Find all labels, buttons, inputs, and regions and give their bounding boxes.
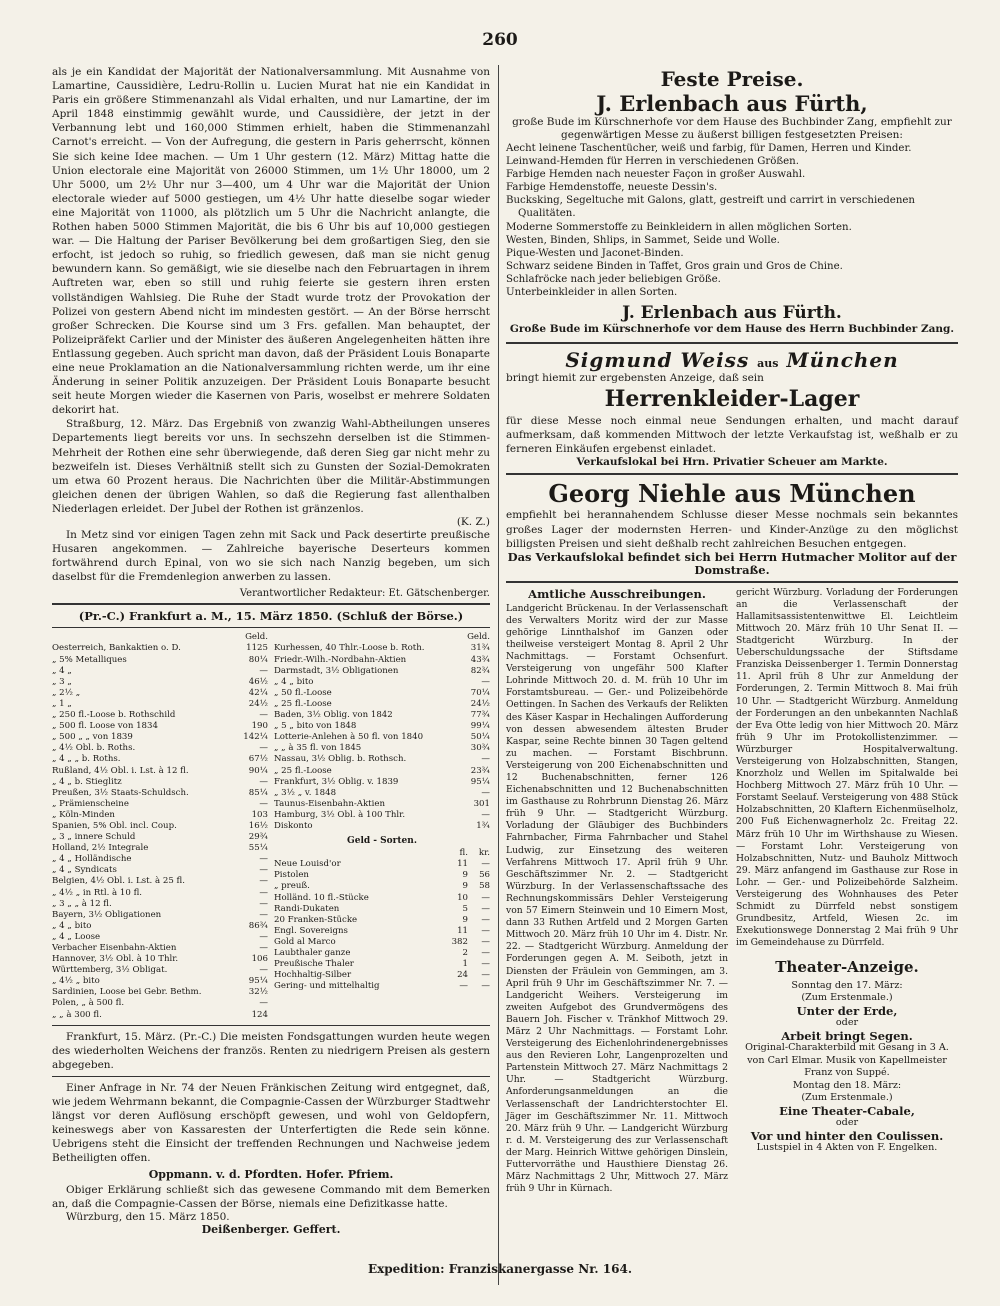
stock-row: [274, 721, 490, 732]
divider: [506, 473, 958, 475]
stock-value: —: [481, 809, 490, 820]
source-sign: (K. Z.): [456, 516, 490, 528]
divider: [52, 603, 490, 605]
theater-line: Arbeit bringt Segen.: [781, 1028, 913, 1043]
letter-signers: Oppmann. v. d. Pfordten. Hofer. Pfriem.: [148, 1167, 394, 1181]
stock-col-left: [52, 632, 268, 1020]
stock-row: [52, 677, 268, 688]
stock-value: 82¾: [470, 665, 490, 676]
gold-row: [274, 893, 490, 904]
stock-row: [52, 732, 268, 743]
theater-list: [736, 980, 958, 1155]
stock-value: —: [259, 776, 268, 787]
theater-line: Lustspiel in 4 Akten von F. Engelken.: [756, 1142, 938, 1153]
ad-list-item: Farbige Hemden nach neuester Façon in großer Auswahl.: [506, 169, 806, 181]
gold-kr: —: [481, 859, 490, 870]
divider: [506, 581, 958, 583]
stock-value: 124: [251, 1009, 268, 1020]
stock-value: —: [259, 887, 268, 898]
stock-row: [274, 655, 490, 666]
gold-fl: 1: [462, 959, 468, 970]
gold-kr: —: [481, 914, 490, 925]
stock-row: [52, 943, 268, 954]
stock-row: [274, 710, 490, 721]
divider: [52, 627, 490, 628]
stock-name: Baden, 3½ Oblig. von 1842: [274, 710, 393, 721]
stock-name: „ Prämienscheine: [52, 798, 129, 809]
stock-value: 77¾: [470, 710, 490, 721]
ad-erlenbach-list: [506, 142, 958, 299]
stock-value: 55¼: [248, 843, 268, 854]
stock-title: (Pr.-C.) Frankfurt a. M., 15. März 1850. (Schluß der Börse.): [78, 609, 464, 624]
stock-value: 1125: [246, 643, 268, 654]
ad-list-item: Leinwand-Hemden für Herren in verschiedenen Größen.: [506, 156, 799, 168]
gold-row: [274, 926, 490, 937]
stock-row: [52, 766, 268, 777]
stock-row: [274, 766, 490, 777]
gold-row: [274, 981, 490, 992]
stock-row: [52, 1010, 268, 1021]
gold-row: [274, 948, 490, 959]
stock-name: „ „ à 35 fl. von 1845: [274, 743, 362, 754]
gold-name: Randi-Dukaten: [274, 903, 340, 914]
gold-name: Engl. Sovereigns: [274, 925, 348, 936]
gold-name: Pistolen: [274, 870, 309, 881]
stock-name: Polen, „ à 500 fl.: [52, 998, 125, 1009]
ad-erlenbach-sign-sub: Große Bude im Kürschnerhofe vor dem Hause des Herrn Buchbinder Zang.: [509, 323, 955, 336]
stock-row: [52, 876, 268, 887]
stock-name: „ 3 „ „ à 12 fl.: [52, 898, 112, 909]
gold-name: Neue Louisd'or: [274, 859, 341, 870]
gold-kr: —: [481, 903, 490, 914]
stock-value: 95¼: [470, 776, 490, 787]
ad-list-item: Pique-Westen und Jaconet-Binden.: [506, 247, 684, 259]
stock-value: 99¼: [470, 721, 490, 732]
left-column: [52, 65, 490, 1236]
stock-name: „ 4 „ bito: [274, 676, 314, 687]
gold-fl: 2: [462, 948, 468, 958]
stock-value: —: [259, 931, 268, 942]
stock-name: Taunus-Eisenbahn-Aktien: [274, 798, 385, 809]
gold-fl: —: [459, 981, 468, 992]
stock-name: Holland, 2½ Integrale: [52, 843, 149, 854]
stock-name: „ 500 fl. Loose von 1834: [52, 721, 158, 732]
ad-list-item: Schlafröcke nach jeder beliebigen Größe.: [506, 273, 721, 285]
gold-title: Geld - Sorten.: [347, 836, 417, 847]
stock-row: [52, 655, 268, 666]
stock-name: „ 4 „ Holländische: [52, 854, 132, 865]
stock-row: [274, 754, 490, 765]
stock-value: 50¼: [470, 732, 490, 743]
gold-fl: 9: [462, 870, 468, 881]
stock-value: 46½: [248, 676, 268, 687]
stock-name: Diskonto: [274, 820, 313, 831]
stock-row: [52, 954, 268, 965]
stock-name: Kurhessen, 40 Thlr.-Loose b. Roth.: [274, 643, 425, 654]
gold-fl: 10: [457, 892, 468, 903]
theater-title: Theater-Anzeige.: [775, 957, 919, 976]
gold-row: [274, 915, 490, 926]
gold-fl: 382: [451, 936, 468, 947]
closing-text: Obiger Erklärung schließt sich das gewesene Commando mit dem Bemerken an, daß die Compagnie-Cassen der Börse, niemals eine Defizitkasse hatte.: [52, 1183, 490, 1210]
stock-value: 32½: [248, 987, 268, 998]
stock-value: 301: [473, 798, 490, 809]
gold-name: Holländ. 10 fl.-Stücke: [274, 892, 369, 903]
gold-name: Gering- und mittelhaltig: [274, 981, 380, 992]
stock-row: [52, 865, 268, 876]
gold-name: Hochhaltig-Silber: [274, 970, 352, 981]
gold-kr: —: [481, 936, 490, 947]
stock-value: 90¼: [248, 765, 268, 776]
frankfurt-note: Frankfurt, 15. März. (Pr.-C.) Die meisten Fondsgattungen wurden heute wegen des wiederholten Weichens der französ. Renten zu niedrigern Preisen als gestern abgegeben.: [52, 1030, 490, 1071]
stock-name: „ 4 „ b. Stieglitz: [52, 776, 122, 787]
stock-value: 95¼: [248, 976, 268, 987]
stock-name: Frankfurt, 3½ Oblig. v. 1839: [274, 776, 399, 787]
stock-row: [52, 921, 268, 932]
stock-value: —: [259, 798, 268, 809]
stock-value: —: [259, 965, 268, 976]
stock-row: [274, 743, 490, 754]
column-divider: [498, 65, 499, 1285]
theater-line: Sonntag den 17. März:: [791, 979, 903, 991]
stock-value: —: [259, 909, 268, 920]
stock-value: 106: [251, 954, 268, 965]
stock-value: —: [259, 876, 268, 887]
stock-value: 142¼: [243, 732, 268, 743]
stock-row: [52, 666, 268, 677]
stock-row: [52, 987, 268, 998]
stock-row: [52, 710, 268, 721]
stock-row: [274, 699, 490, 710]
stock-value: 24½: [470, 698, 490, 709]
stock-header: Geld.: [467, 632, 490, 643]
stock-value: 29¾: [248, 832, 268, 843]
stock-name: Darmstadt, 3½ Obligationen: [274, 665, 399, 676]
article-strassburg: Straßburg, 12. März. Das Ergebniß von zwanzig Wahl-Abtheilungen unseres Departements liegt bereits vor uns. In sechszehn derselben ist die Stimmen-Mehrheit der Rothen eine sehr überwiegende, daß deren Sieg gar nicht mehr zu bezweifeln ist. Dieses Verhältniß stellt sich zu Gunsten der Sozial-Demokraten um etwa 60 Prozent heraus. Die Nachrichten über die Militär-Abstimmungen gleichen denen der übrigen Wahlen, so daß die Regierung fast allenthalben Niederlagen erleidet. Der Jubel der Rothen ist gränzenlos.: [52, 418, 490, 515]
stock-row: [274, 643, 490, 654]
ad-niehle-lokal: Das Verkaufslokal befindet sich bei Herrn Hutmacher Molitor auf der Domstraße.: [507, 549, 957, 577]
stock-name: „ Köln-Minden: [52, 809, 115, 820]
stock-name: Sardinien, Loose bei Gebr. Bethm.: [52, 987, 202, 998]
stock-name: „ 5% Metalliques: [52, 654, 127, 665]
stock-name: „ 3½ „ v. 1848: [274, 787, 337, 798]
stock-value: —: [259, 865, 268, 876]
stock-row: [274, 732, 490, 743]
stock-name: „ 4½ Obl. b. Roths.: [52, 743, 136, 754]
divider: [52, 1025, 490, 1026]
stock-name: „ 4 „ Syndicats: [52, 865, 117, 876]
stock-name: „ 4 „ „ b. Roths.: [52, 754, 121, 765]
ad-erlenbach-intro: große Bude im Kürschnerhofe vor dem Hause des Buchbinder Zang, empfiehlt zur gegenwärtigen Messe zu äußerst billigen festgesetzten Preisen:: [512, 116, 952, 141]
stock-name: „ 4 „ bito: [52, 920, 92, 931]
gold-name: 20 Franken-Stücke: [274, 914, 358, 925]
stock-row: [52, 910, 268, 921]
stock-value: 70¼: [470, 687, 490, 698]
gold-row: [274, 881, 490, 892]
theater-line: (Zum Erstenmale.): [801, 1092, 893, 1103]
stock-row: [52, 743, 268, 754]
right-column: [506, 65, 958, 1195]
stock-name: Rußland, 4½ Obl. i. Lst. à 12 fl.: [52, 765, 189, 776]
stock-value: 85¼: [248, 787, 268, 798]
ad-erlenbach-sign: J. Erlenbach aus Fürth.: [622, 303, 842, 324]
divider: [52, 1076, 490, 1077]
gold-fl: 5: [462, 903, 468, 914]
stock-name: Spanien, 5% Obl. incl. Coup.: [52, 820, 177, 831]
theater-line: Eine Theater-Cabale,: [779, 1103, 915, 1118]
stock-value: 86¾: [248, 920, 268, 931]
stock-row: [52, 998, 268, 1009]
stock-row: [274, 688, 490, 699]
stock-name: Belgien, 4½ Obl. i. Lst. à 25 fl.: [52, 876, 186, 887]
gold-row: [274, 870, 490, 881]
ad-list-item: Bucksking, Segeltuche mit Galons, glatt, gestreift und carrirt in verschiedenen Qualitäten.: [506, 195, 915, 220]
stock-name: Oesterreich, Bankaktien o. D.: [52, 643, 181, 654]
gold-kr: —: [481, 970, 490, 981]
stock-value: —: [259, 943, 268, 953]
gold-kr: —: [481, 959, 490, 970]
ad-weiss-intro: bringt hiemit zur ergebensten Anzeige, daß sein: [506, 372, 764, 385]
stock-row: [52, 899, 268, 910]
stock-name: „ „ à 300 fl.: [52, 1009, 102, 1020]
stock-name: „ 3 „ innere Schuld: [52, 832, 136, 843]
gold-row: [274, 970, 490, 981]
notices-title: Amtliche Ausschreibungen.: [528, 586, 706, 601]
theater-line: oder: [835, 1017, 859, 1028]
ad-list-item: Moderne Sommerstoffe zu Beinkleidern in allen möglichen Sorten.: [506, 221, 852, 233]
page-number: 260: [482, 30, 518, 50]
gold-row: [274, 959, 490, 970]
stock-value: —: [481, 787, 490, 798]
stock-name: „ 4½ „ bito: [52, 976, 100, 987]
gold-row: [274, 859, 490, 870]
stock-value: 103: [251, 809, 268, 820]
stock-name: Württemberg, 3½ Obligat.: [52, 965, 168, 976]
stock-row: [52, 799, 268, 810]
gold-kr: —: [481, 981, 490, 992]
stock-value: 80¼: [248, 654, 268, 665]
stock-value: 24½: [248, 698, 268, 709]
stock-value: —: [259, 743, 268, 754]
ad-niehle-title: Georg Niehle aus München: [548, 479, 916, 509]
footer-expedition: Expedition: Franziskanergasse Nr. 164.: [367, 1262, 632, 1276]
divider: [506, 342, 958, 344]
stock-name: „ 5 „ bito von 1848: [274, 721, 357, 732]
stock-row: [52, 843, 268, 854]
gold-kr: —: [481, 925, 490, 936]
stock-value: —: [259, 998, 268, 1009]
stock-value: —: [259, 665, 268, 676]
stock-value: 23¾: [470, 765, 490, 776]
ad-list-item: Aecht leinene Taschentücher, weiß und farbig, für Damen, Herren und Kinder.: [506, 143, 912, 154]
stock-row: [52, 754, 268, 765]
stock-row: [274, 677, 490, 688]
stock-col-right: [274, 632, 490, 1020]
stock-value: —: [259, 898, 268, 909]
gold-fl: 24: [457, 970, 468, 981]
stock-value: 42¼: [248, 687, 268, 698]
stock-header: Geld.: [245, 632, 268, 643]
stock-row: [52, 854, 268, 865]
stock-row: [52, 721, 268, 732]
stock-row: [52, 643, 268, 654]
editor-line: Verantwortlicher Redakteur: Et. Gätschenberger.: [239, 588, 490, 600]
stock-row: [52, 699, 268, 710]
stock-value: 30¾: [470, 743, 490, 754]
stock-name: „ 4½ „ in Rtl. à 10 fl.: [52, 887, 143, 898]
ad-weiss-text: für diese Messe noch einmal neue Sendungen erhalten, und macht darauf aufmerksam, daß kommenden Mittwoch der letzte Verkaufstag ist, weßhalb er zu ferneren Einkäufen ergebenst einladet.: [506, 415, 958, 456]
gold-name: Laubthaler ganze: [274, 948, 351, 958]
stock-value: 67½: [248, 754, 268, 765]
gold-name: „ preuß.: [274, 881, 310, 892]
letter-text: Einer Anfrage in Nr. 74 der Neuen Fränkischen Zeitung wird entgegnet, daß, wie jedem Wehrmann bekannt, die Compagnie-Cassen der Würzburger Stadtwehr längst vor deren Auflösung erschöpft gewesen, und wohl von Geldopfern, keineswegs aber von Kassaresten der Unterfertigten die Rede sein könne. Uebrigens steht die Einsicht der treffenden Rechnungen und Nachweise jedem Betheiligten offen.: [52, 1081, 490, 1165]
stock-name: Bayern, 3½ Obligationen: [52, 909, 162, 920]
ad-erlenbach-title: J. Erlenbach aus Fürth,: [596, 91, 868, 116]
gold-header: fl. kr.: [459, 848, 490, 859]
stock-name: Preußen, 3½ Staats-Schuldsch.: [52, 787, 189, 798]
gold-row: [274, 904, 490, 915]
stock-value: —: [481, 754, 490, 765]
stock-value: 1¾: [476, 820, 490, 831]
theater-line: (Zum Erstenmale.): [801, 992, 893, 1003]
gold-kr: —: [481, 948, 490, 958]
stock-name: Lotterie-Anlehen à 50 fl. von 1840: [274, 732, 424, 743]
gold-row: [274, 937, 490, 948]
ad-niehle-text: empfiehlt bei herannahendem Schlusse dieser Messe nochmals sein bekanntes großes Lager der modernsten Herren- und Kinder-Anzüge zu den möglichst billigsten Preisen und sieht deßhalb recht zahlreichen Besuchen entgegen.: [506, 509, 958, 550]
stock-row: [52, 965, 268, 976]
stock-name: Hannover, 3½ Obl. à 10 Thlr.: [52, 954, 179, 965]
theater-line: Original-Charakterbild mit Gesang in 3 A. von Carl Elmar. Musik von Kapellmeister Franz von Suppé.: [745, 1042, 949, 1078]
stock-value: —: [259, 854, 268, 865]
stock-name: „ 500 „ „ von 1839: [52, 732, 133, 743]
ad-weiss-title: Sigmund Weiss aus München: [565, 348, 899, 373]
stock-row: [52, 777, 268, 788]
stock-value: 190: [251, 721, 268, 732]
ad-list-item: Unterbeinkleider in allen Sorten.: [506, 287, 678, 299]
ad-weiss-lokal: Verkaufslokal bei Hrn. Privatier Scheuer am Markte.: [576, 456, 888, 469]
stock-name: „ 25 fl.-Loose: [274, 765, 332, 776]
closing-signers: Deißenberger. Geffert.: [201, 1222, 341, 1236]
stock-value: 43¾: [470, 654, 490, 665]
stock-name: Nassau, 3½ Oblig. b. Rothsch.: [274, 754, 407, 765]
gold-fl: 9: [462, 914, 468, 925]
ad-feste-preise: Feste Preise.: [660, 67, 804, 91]
notices-col-2: gericht Würzburg. Vorladung der Forderungen an die Verlassenschaft der Hallamitsassistentenwittwe El. Leichtleim Mittwoch 20. März früh 10 Uhr Senat II. — Stadtgericht Würzburg. In der Ueberschuldungssache der Stiftsdame Franziska Deissenberger 1. Termin Donnerstag 11. April früh 8 Uhr zur Anmeldung der Forderungen, 2. Termin Mittwoch 8. Mai früh 10 Uhr. — Stadtgericht Würzburg. Anmeldung der Forderungen an den unbekannten Nachlaß der Eva Otte ledig von hier Mittwoch 20. März früh 9 Uhr im Protokollistenzimmer. — Würzburger Hospitalverwaltung. Versteigerung von Holzabschnitten, Stangen, Knorzholz und Wellen im Spitalwalde bei Hochberg Mittwoch 27. März früh 10 Uhr. — Forstamt Seelauf. Versteigerung von 488 Stück Holzabschnitten, 20 Klaftern Eichenmüselholz, 200 Fuß Eichenwagnerholz 2c. Freitag 22. März früh 10 Uhr im Wirthshause zu Wiesen. — Forstamt Lohr. Versteigerung von Holzabschnitten, Nutz- und Bauholz Mittwoch 29. März anfangend im Gasthause zur Rose in Lohr. — Ger.- und Polizeibehörde Salzheim. Versteigerung des Wohnhauses des Peter Schmidt zu Dürrfeld nebst sonstigem Grundbesitz, Artfeld, Wiesen 2c. im Exekutionswege Donnerstag 2 Mai früh 9 Uhr im Gemeindehause zu Dürrfeld.: [736, 586, 958, 949]
article-metz: In Metz sind vor einigen Tagen zehn mit Sack und Pack desertirte preußische Husaren angekommen. — Zahlreiche bayerische Deserteurs kommen fortwährend durch Epinal, von wo sie sich nach Nanzig begeben, um sich daselbst für die Fremdenlegion anwerben zu lassen.: [52, 529, 490, 584]
ad-list-item: Schwarz seidene Binden in Taffet, Gros grain und Gros de Chine.: [506, 260, 843, 272]
gold-kr: 58: [479, 881, 490, 892]
stock-name: Friedr.-Wilh.-Nordbahn-Aktien: [274, 654, 407, 665]
theater-line: Montag den 18. März:: [792, 1079, 902, 1091]
stock-row: [52, 821, 268, 832]
stock-table: [52, 632, 490, 1020]
stock-name: „ 4 „ Loose: [52, 931, 101, 942]
gold-name: Gold al Marco: [274, 936, 336, 947]
stock-row: [52, 832, 268, 843]
stock-name: Verbacher Eisenbahn-Aktien: [52, 943, 177, 953]
gold-fl: 9: [462, 881, 468, 892]
stock-name: „ 4 „: [52, 665, 72, 676]
stock-row: [274, 810, 490, 821]
gold-kr: —: [481, 892, 490, 903]
gold-fl: 11: [457, 859, 468, 870]
stock-row: [52, 888, 268, 899]
stock-row: [274, 666, 490, 677]
stock-name: „ 50 fl.-Loose: [274, 687, 332, 698]
theater-line: oder: [835, 1117, 859, 1128]
theater-line: Unter der Erde,: [796, 1003, 898, 1018]
stock-name: „ 1 „: [52, 698, 72, 709]
article-paris: als je ein Kandidat der Majorität der Nationalversammlung. Mit Ausnahme von Lamartine, Caussidière, Ledru-Rollin u. Lucien Murat hat nie ein Kandidat in Paris ein größere Stimmenanzahl als Vidal erhalten, und nur Lamartine, der im April 1848 einstimmig gewählt wurde, und Caussidière, der jetzt in der Verbannung lebt und 160,000 Stimmen erhielt, haben die Stimmenanzahl Carnot's erreicht. — Von der Aufregung, die gestern in Paris geherrscht, können Sie sich keine Idee machen. — Um 1 Uhr gestern (12. März) Mittag hatte die Union electorale eine Majorität von 26000 Stimmen, um 1½ Uhr 18000, um 2 Uhr 5000, um 2½ Uhr nur 3—400, um 4 Uhr war die Majorität der Union electorale wieder auf 5000 gestiegen, um 4½ Uhr hatte dieselbe sogar wieder eine Majorität von 11000, als plötzlich um 5 Uhr die Nachricht anlangte, die Rothen haben 5000 Stimmen Majorität, die bis 6 Uhr bis auf 10,000 gestiegen war. — Die Haltung der Pariser Bevölkerung bei dem großartigen Sieg, den sie erfocht, ist jedoch so ruhig, so friedlich gewesen, daß man sie nicht genug bewundern kann. So gemäßigt, wie sie dieselbe nach den Februartagen in ihrem Auftreten war, eben so still und ruhig feierte sie gestern ihren ersten vollständigen Wahlsieg. Die Ruhe der Stadt wurde trotz der Provokation der Polizei von gestern Abend nicht im mindesten gestört. — An der Börse herrscht großer Schrecken. Die Kourse sind um 3 Frs. gefallen. Man behauptet, der Polizeipräfekt Carlier und der Minister des äußeren Angelegenheiten hätten ihre Entlassung gegeben. Auch spricht man davon, daß der Präsident Louis Bonaparte eine neue Proklamation an die Nationalversammlung richten werde, um ihr eine Änderung in seiner Politik anzuzeigen. Der Präsident Louis Bonaparte besucht seit heute Morgen wieder die Kasernen von Paris, woselbst er mehrere Soldaten dekorirt hat.: [52, 66, 490, 417]
stock-row: [274, 788, 490, 799]
stock-name: Hamburg, 3½ Obl. à 100 Thlr.: [274, 809, 406, 820]
stock-value: 16½: [248, 820, 268, 831]
notices-section: [506, 587, 958, 1196]
stock-name: „ 250 fl.-Loose b. Rothschild: [52, 710, 176, 721]
stock-row: [52, 932, 268, 943]
theater-line: Vor und hinter den Coulissen.: [750, 1128, 944, 1143]
ad-list-item: Farbige Hemdenstoffe, neueste Dessin's.: [506, 182, 718, 194]
stock-name: „ 3 „: [52, 676, 72, 687]
gold-fl: 11: [457, 925, 468, 936]
gold-kr: 56: [479, 870, 490, 881]
stock-name: „ 25 fl.-Loose: [274, 698, 332, 709]
stock-row: [52, 788, 268, 799]
stock-value: —: [259, 710, 268, 721]
stock-row: [274, 777, 490, 788]
closing-place: Würzburg, den 15. März 1850.: [66, 1210, 230, 1223]
gold-name: Preußische Thaler: [274, 959, 354, 970]
stock-row: [52, 976, 268, 987]
stock-row: [52, 810, 268, 821]
stock-name: „ 2½ „: [52, 687, 81, 698]
stock-value: 31¾: [470, 643, 490, 654]
stock-row: [274, 799, 490, 810]
notices-col-1: Landgericht Brückenau. In der Verlassenschaft des Verwalters Moritz wird der zur Masse gehörige Linnthalshof im Ganzen oder theilweise versteigert Montag 8. April 2 Uhr Nachmittags. — Forstamt Ochsenfurt. Versteigerung von ungefähr 500 Klafter Lohrinde Mittwoch 20. d. M. früh 10 Uhr im Forstamtsbureau. — Ger.- und Polizeibehörde Oettingen. In Sachen des Verkaufs der Relikten des Käser Kaspar in Hechalingen Aufforderung von dessen abwesendem ältesten Bruder Kaspar, seine Rechte binnen 30 Tagen geltend zu machen. — Forstamt Bischbrunn. Versteigerung von 200 Eichenabschnitten und 12 Buchenabschnitten, ferner 126 Eichenabschnitten und 12 Buchenabschnitten im Gasthause zu Rohrbrunn Dienstag 26. März früh 9 Uhr. — Stadtgericht Würzburg. Vorladung der Gläubiger des Buchbinders Fahrnbacher, Firma Fahrnbacher und Stahel Ludwig, zur Einsetzung des weiteren Verfahrens Mittwoch 17. April früh 9 Uhr. Geschäftszimmer Nr. 2. — Stadtgericht Würzburg. In der Verlassenschaftssache des Rechnungskommissärs Dehler Versteigerung von 57 Eimern Steinwein und 10 Eimern Most, dann 33 Ruthen Artfeld und 2 Morgen Garten Mittwoch 20. März früh 10 Uhr im 4. Distr. Nr. 22. — Stadtgericht Würzburg. Anmeldung der Forderungen gegen A. M. Seiboth, jetzt in Diensten der Fräulein von Gemmingen, am 3. April früh 9 Uhr im Geschäftszimmer Nr. 7. — Landgericht Weihers. Versteigerung im zweiten Aufgebot des Grundvermögens des Bauern Joh. Fischer v. Tränkhof Mittwoch 29. März 2 Uhr Nachmittags. — Forstamt Lohr. Versteigerung des Eichenlohrindenergebnisses aus den Revieren Lohr, Langenprozelten und Partenstein Mittwoch 27. März Nachmittags 2 Uhr. — Stadtgericht Würzburg. Anforderungsanmeldungen an die Verlassenschaft der Landrichterstochter El. Jäger im Geschäftszimmer Nr. 11. Mittwoch 20. März früh 9 Uhr. — Landgericht Würzburg r. d. M. Versteigerung des zur Verlassenschaft der Marg. Heinrich Wittwe gehörigen Dinslein, Futtervorräthe und Hausthiere Dienstag 26. März Nachmittags 2 Uhr, Mittwoch 27. März früh 9 Uhr in Kürnach.: [506, 602, 728, 1195]
ad-list-item: Westen, Binden, Shlips, in Sammet, Seide und Wolle.: [506, 234, 780, 246]
stock-row: [274, 821, 490, 832]
stock-row: [52, 688, 268, 699]
stock-value: —: [481, 676, 490, 687]
ad-weiss-lager: Herrenkleider-Lager: [604, 386, 860, 413]
